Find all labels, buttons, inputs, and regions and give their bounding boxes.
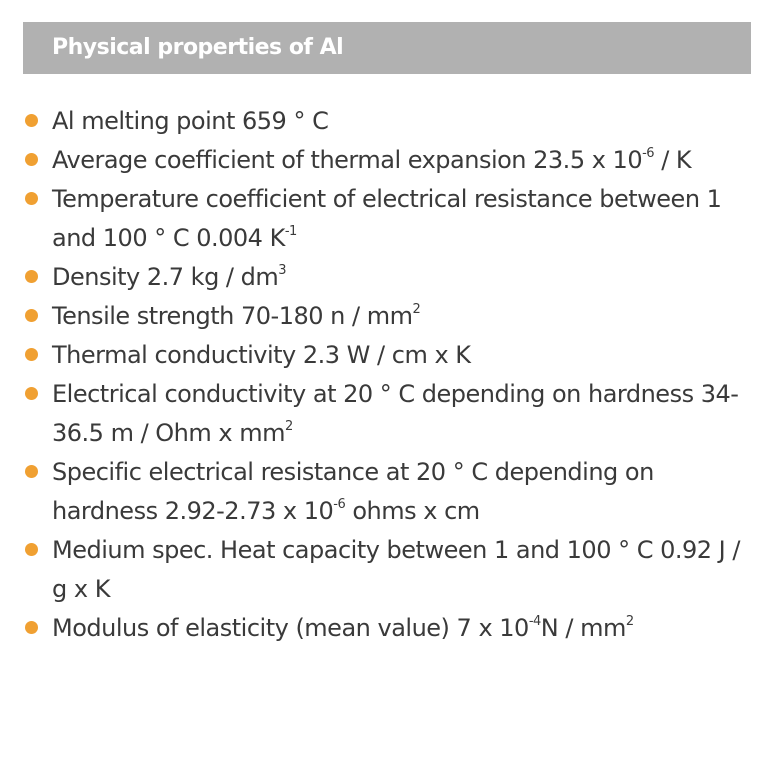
text-segment: / K: [654, 146, 692, 174]
bullet-icon: [25, 465, 38, 478]
list-item: [0, 336, 768, 375]
header-bar: [23, 22, 751, 74]
property-text: [52, 146, 691, 174]
list-item: [0, 180, 768, 258]
text-segment: N / mm: [540, 614, 626, 642]
text-segment: Temperature coefficient of electrical resistance between 1 and 100 ° C 0.004 K: [52, 185, 722, 252]
bullet-icon: [25, 114, 38, 127]
bullet-icon: [25, 348, 38, 361]
superscript: -1: [284, 224, 297, 239]
text-segment: Medium spec. Heat capacity between 1 and 100 ° C 0.92 J / g x K: [52, 536, 740, 603]
text-segment: Tensile strength 70-180 n / mm: [52, 302, 413, 330]
property-text: [52, 107, 328, 135]
bullet-icon: [25, 153, 38, 166]
property-text: [52, 536, 740, 603]
list-item: [0, 258, 768, 297]
superscript: 3: [278, 263, 287, 278]
text-segment: Average coefficient of thermal expansion 23.5 x 10: [52, 146, 643, 174]
superscript: -4: [528, 614, 541, 629]
property-text: [52, 614, 634, 642]
superscript: 2: [285, 419, 293, 434]
text-segment: Modulus of elasticity (mean value) 7 x 10: [52, 614, 529, 642]
property-text: [52, 185, 721, 252]
text-segment: Al melting point 659 ° C: [52, 107, 329, 135]
list-item: [0, 453, 768, 531]
text-segment: Electrical conductivity at 20 ° C depending on hardness 34-36.5 m / Ohm x mm: [52, 380, 739, 447]
bullet-icon: [25, 309, 38, 322]
property-text: [52, 458, 654, 525]
bullet-icon: [25, 192, 38, 205]
property-text: [52, 380, 738, 447]
list-item: [0, 141, 768, 180]
property-text: [52, 302, 420, 330]
superscript: 2: [412, 302, 421, 317]
bullet-icon: [25, 387, 38, 400]
text-segment: Specific electrical resistance at 20 ° C depending on hardness 2.92-2.73 x 10: [52, 458, 654, 525]
text-segment: Thermal conductivity 2.3 W / cm x K: [52, 341, 471, 369]
superscript: 2: [625, 614, 634, 629]
text-segment: Density 2.7 kg / dm: [52, 263, 279, 291]
list-item: [0, 297, 768, 336]
properties-list: [0, 102, 768, 648]
bullet-icon: [25, 621, 38, 634]
page-title: Physical properties of Al: [52, 35, 344, 60]
list-item: [0, 609, 768, 648]
list-item: [0, 102, 768, 141]
list-item: [0, 375, 768, 453]
bullet-icon: [25, 270, 38, 283]
list-item: [0, 531, 768, 609]
text-segment: ohms x cm: [345, 497, 480, 525]
bullet-icon: [25, 543, 38, 556]
property-text: [52, 341, 471, 369]
superscript: -6: [333, 497, 346, 512]
property-text: [52, 263, 286, 291]
superscript: -6: [642, 146, 655, 161]
